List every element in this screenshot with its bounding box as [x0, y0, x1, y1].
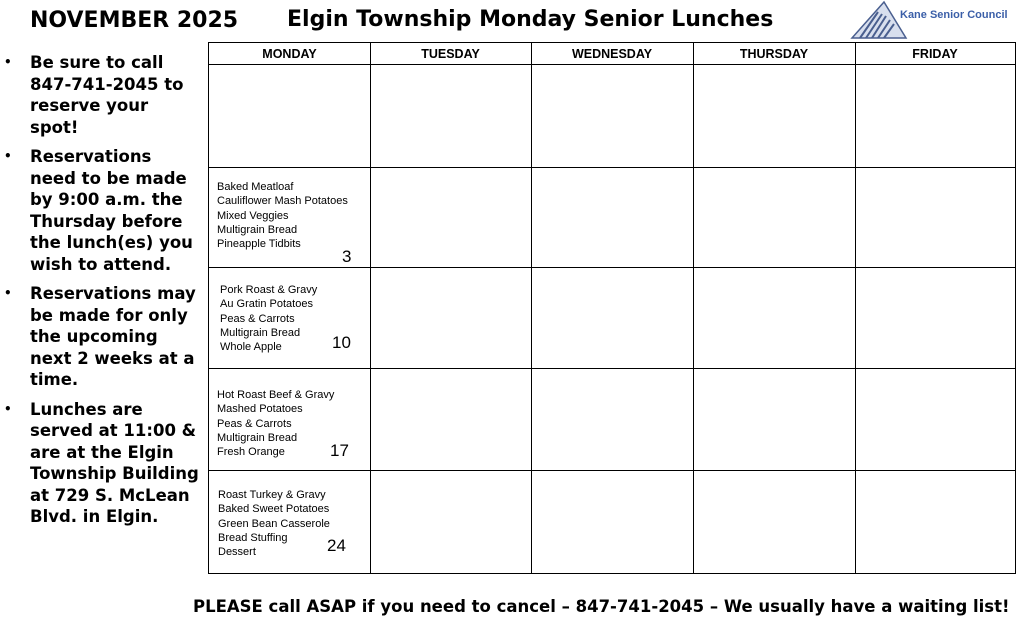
note-item: • Lunches are served at 11:00 & are at the Elgin Township Building at 729 S. McLean Blvd. in Elgin. [4, 399, 199, 526]
day-number: 10 [332, 333, 351, 352]
grid-line [531, 43, 532, 573]
logo-text: Kane Senior Council [900, 9, 1008, 21]
day-header-friday: FRIDAY [855, 43, 1015, 65]
month-title: NOVEMBER 2025 [30, 8, 239, 33]
grid-line [370, 43, 371, 573]
grid-line [209, 167, 1015, 168]
menu-week-24: Roast Turkey & Gravy Baked Sweet Potatoes Green Bean Casserole Bread Stuffing Dessert [218, 489, 330, 559]
day-header-tuesday: TUESDAY [370, 43, 531, 65]
bullet-icon: • [4, 401, 12, 416]
grid-line [209, 267, 1015, 268]
cancel-notice: PLEASE call ASAP if you need to cancel – 847-741-2045 – We usually have a waiting list! [193, 597, 1010, 616]
note-item: • Reservations may be made for only the upcoming next 2 weeks at a time. [4, 284, 196, 389]
page-title: Elgin Township Monday Senior Lunches [287, 7, 774, 32]
day-number: 3 [342, 247, 352, 266]
bullet-icon: • [4, 149, 12, 163]
note-item: • Be sure to call 847-741-2045 to reserve your spot! [4, 53, 184, 137]
note-item: • Reservations need to be made by 9:00 a.m. the Thursday before the lunch(es) you wish to attend. [4, 147, 193, 274]
bullet-icon: • [4, 286, 12, 300]
menu-week-17: Hot Roast Beef & Gravy Mashed Potatoes Peas & Carrots Multigrain Bread Fresh Orange [217, 389, 335, 459]
day-header-thursday: THURSDAY [693, 43, 855, 65]
day-number: 24 [327, 536, 346, 555]
bullet-icon: • [4, 55, 12, 69]
day-header-wednesday: WEDNESDAY [531, 43, 693, 65]
menu-week-3: Baked Meatloaf Cauliflower Mash Potatoes Mixed Veggies Multigrain Bread Pineapple Tidbits [217, 181, 348, 251]
menu-week-10: Pork Roast & Gravy Au Gratin Potatoes Peas & Carrots Multigrain Bread Whole Apple [220, 284, 318, 354]
kane-senior-council-logo [850, 0, 1020, 40]
grid-line [209, 470, 1015, 471]
day-header-monday: MONDAY [209, 43, 370, 65]
grid-line [855, 43, 856, 573]
grid-line [693, 43, 694, 573]
grid-line [209, 368, 1015, 369]
day-number: 17 [330, 441, 349, 460]
reservation-notes [0, 52, 200, 536]
lunch-calendar [208, 42, 1016, 574]
